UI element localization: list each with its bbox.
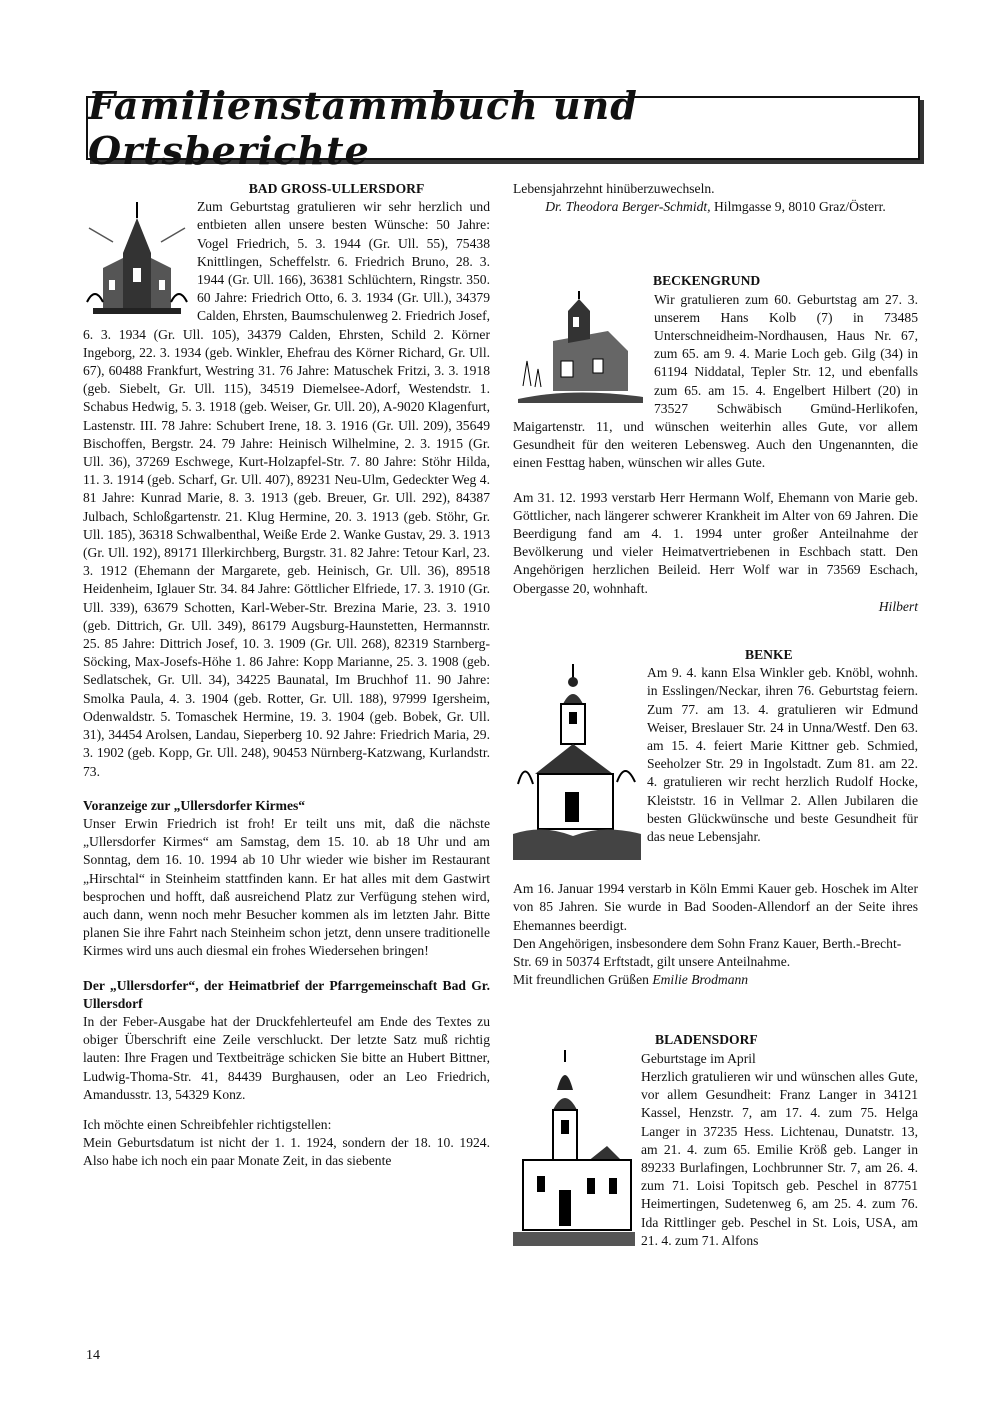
kirmes-heading: Voranzeige zur „Ullersdorfer Kirmes“ bbox=[83, 797, 306, 813]
bgu-heading: BAD GROSS-ULLERSDORF bbox=[248, 181, 425, 196]
bladensdorf-subheading: Geburtstage im April bbox=[641, 1050, 756, 1066]
church-illustration-gross-ullersdorf bbox=[83, 198, 191, 318]
right-column bbox=[513, 180, 918, 1262]
bladensdorf-text: Herzlich gratulieren wir und wünschen alles Gute, vor allem Gesundheit: Franz Langer in 34121 Kassel, Henzstr. 7, am 17. 4. zum 75. Helga Langer in 37235 Hess. Lichtenau, Dunatstr. 13, am 21. 4. zum 65. Emilie Kröß geb. Langer in 89233 Burlafingen, Lochbrunner Str. 7, am 26. 4. zum 71. Loisi Topitsch geb. Peschel in 87751 Heimertingen, Sudetenweg 6, am 25. 4. zum 76. Ida Rittlinger geb. Peschel in St. Lois, USA, am 21. 4. zum 71. Alfons bbox=[641, 1068, 918, 1248]
benke-closing-signature: Emilie Brodmann bbox=[652, 972, 749, 988]
signature-line-1 bbox=[513, 198, 918, 216]
beckengrund-heading: BECKENGRUND bbox=[653, 273, 761, 289]
beckengrund-text: Wir gratulieren zum 60. Geburtstag am 27. 3. unserem Hans Kolb (7) in 73485 Unterschneidheim-Nordhausen, Haus Nr. 67, zum 65. am 9. 4. Marie Loch geb. Gilg (34) in 61194 Niddatal, Tepler Str. 12, und ebenfalls zum 65. am 15. 4. Engelbert Hilbert (20) in 73527 Schwäbisch Gmünd-Herlikofen, Maigartenstr. 11, und wünschen weiterhin alles Gute, vor allem Gesundheit für den weiteren Lebensweg. Auch den Ungenannten, die einen Festtag haben, wünschen wir alles Gute. bbox=[513, 291, 918, 471]
benke-closing-greeting: Mit freundlichen Grüßen bbox=[513, 972, 649, 988]
benke-text3: Den Angehörigen, insbesondere dem Sohn Franz Kauer, Berth.-Brecht-Str. 69 in 50374 Erftstadt, gilt unsere Anteilnahme. bbox=[513, 935, 902, 970]
left-column bbox=[83, 180, 490, 1171]
beckengrund-text2: Am 31. 12. 1993 verstarb Herr Hermann Wolf, Ehemann von Marie geb. Göttlicher, nach längerer schwerer Krankheit im Alter von 69 Jahren. Die Beerdigung fand am 4. 1. 1994 unter großer Anteilnahme der Bevölkerung und vieler Heimatvertriebenen in Eschbach statt. Den Angehörigen herzlichen Beileid. Herr Wolf war in 73569 Eschach, Obergasse 20, wohnhaft. bbox=[513, 489, 918, 596]
church-illustration-bladensdorf bbox=[513, 1050, 635, 1260]
page-banner bbox=[86, 83, 920, 173]
signature-name-1: Dr. Theodora Berger-Schmidt, bbox=[545, 199, 711, 215]
benke-heading: BENKE bbox=[745, 647, 793, 663]
continued-text: Lebensjahrzehnt hinüberzuwechseln. bbox=[513, 181, 715, 196]
benke-text2: Am 16. Januar 1994 verstarb in Köln Emmi Kauer geb. Hoschek im Alter von 85 Jahren. Sie wurde in Bad Sooden-Allendorf an der Seite ihres Ehemannes beerdigt. bbox=[513, 881, 918, 933]
banner-title: Familienstammbuch und Ortsberichte bbox=[88, 83, 638, 173]
page-number: 14 bbox=[86, 1348, 100, 1363]
benke-closing bbox=[513, 971, 918, 989]
bgu-text: Zum Geburtstag gratulieren wir sehr herzlich und entbieten allen unsere besten Wünsche: 50 Jahre: Vogel Friedrich, 5. 3. 1944 (Gr. Ull. 55), 75438 Knittlingen, Scheffelstr. 6. Friedrich Bruno, 28. 3. 1944 (Gr. Ull. 166), 36381 Schlüchtern, Ringstr. 350. 60 Jahre: Friedrich Otto, 6. 3. 1934 (Gr. Ull.), 34379 Calden, Ehrsten, Baumschulenweg 2. Friedrich Josef, 6. 3. 1934 (Gr. Ull. 105), 34379 Calden, Ehrsten, Schild 2. Körner Ingeborg, 22. 3. 1934 (geb. Winkler, Ehefrau des Körner Richard, Gr. Ull. 67), 60488 Frankfurt, Westring 31. 76 Jahre: Matuschek Fritzi, 3. 3. 1918 (geb. Siebelt, Gr. Ull. 115), 34519 Diemelsee-Adorf, Westendstr. 1. Schabus Hedwig, 5. 3. 1918 (geb. Weiser, Gr. Ull. 20), A-9020 Klagenfurt, Lastenstr. III. 78 Jahre: Schubert Irene, 18. 3. 1916 (Gr. Ull. 209), 35649 Bischoffen, Bergstr. 24. 79 Jahre: Heinisch Wilhelmine, 2. 3. 1915 (Gr. Ull. 36), 37269 Eschwege, Kurt-Holzapfel-Str. 7. 80 Jahre: Stöhr Hilda, 11. 3. 1914 (geb. Scharf, Gr. Ull. 407), 89231 Neu-Ulm, Gedeckter Weg 4. 81 Jahre: Kunrad Marie, 8. 3. 1913 (geb. Breuer, Gr. Ull. 292), 84387 Julbach, Schloßgartenstr. 21. Klug Hermine, 20. 3. 1913 (geb. Stöhr, Gr. Ull. 185), 36318 Schwalbenthal, Weiße Erde 2. Wanke Gustav, 29. 3. 1913 (Gr. Ull. 192), 89171 Illerkirchberg, Burgstr. 31. 82 Jahre: Tetour Karl, 23. 3. 1912 (Ehemann der Margarete, geb. Heinisch, Gr. Ull. 36), 89518 Heidenheim, Iglauer Str. 34. 84 Jahre: Göttlicher Elfriede, 17. 3. 1910 (Gr. Ull. 339), 63679 Schotten, Karl-Weber-Str. Brezina Marie, 23. 3. 1910 (geb. Dittrich, Gr. Ull. 349), 86179 Augsburg-Haunstetten, Hermannstr. 25. 85 Jahre: Dittrich Josef, 10. 3. 1909 (Gr. Ull. 268), 82319 Starnberg-Söcking, Max-Josefs-Höhe 1. 86 Jahre: Kopp Marianne, 25. 3. 1908 (geb. Sedlatschek, Gr. Ull. 34), 34225 Baunatal, Im Bruchhof 11. 90 Jahre: Smolka Paula, 4. 3. 1904 (geb. Rotter, Gr. Ull. 188), 97999 Igersheim, Odenwaldstr. 5. Tomaschek Hermine, 19. 3. 1904 (geb. Bobek, Gr. Ull. 31), 34454 Arolsen, Landau, Sieperberg 10. 92 Jahre: Friedrich Maria, 29. 3. 1902 (geb. Kopp, Gr. Ull. 248), 90453 Nürnberg-Katzwang, Kurlandstr. 73. bbox=[83, 199, 490, 779]
kirmes-text: Unser Erwin Friedrich ist froh! Er teilt uns mit, daß die nächste „Ullersdorfer Kirmes“ am Samstag, dem 15. 10. ab 18 Uhr und am Sonntag, dem 16. 10. 1994 ab 10 Uhr wieder wie bisher im Restaurant „Hirschtal“ in Steinheim stattfinden kann. Er hat alles mit dem Gastwirt besprochen und hofft, daß ausreichend Platz zur Verfügung stehen wird, auch dann, wenn noch mehr Besucher kommen als im letzten Jahr. Bitte planen Sie ihre Fahrt nach Steinheim schon jetzt, denn unsere traditionelle Kirmes wird uns auch diesmal ein frohes Wiedersehen bringen! bbox=[83, 815, 490, 959]
heimatbrief-p3: Mein Geburtsdatum ist nicht der 1. 1. 1924, sondern der 18. 10. 1924. Also habe ich noch ein paar Monate Zeit, in das siebente bbox=[83, 1135, 490, 1169]
heimatbrief-heading: Der „Ullersdorfer“, der Heimatbrief der Pfarrgemeinschaft Bad Gr. Ullersdorf bbox=[83, 977, 490, 1011]
benke-text: Am 9. 4. kann Elsa Winkler geb. Knöbl, wohnh. in Esslingen/Neckar, ihren 76. Geburtstag feiern. Zum 77. am 13. 4. gratulieren wir Edmund Weiser, Breslauer Str. 24 in Unna/Westf. Den 63. am 15. 4. feiert Marie Kittner geb. Schmied, Seeholzer Str. 29 in Ingolstadt. Zum 81. am 22. 4. gratulieren wir recht herzlich Rudolf Hocke, Kleiststr. 16 in Vellmar 2. Allen Jubilaren die besten Glückwünsche und beste Gesundheit für das neue Lebensjahr. bbox=[647, 665, 918, 845]
signature-address-1: Hilmgasse 9, 8010 Graz/Österr. bbox=[713, 199, 886, 215]
chapel-illustration-benke bbox=[513, 664, 641, 860]
heimatbrief-text: In der Feber-Ausgabe hat der Druckfehlerteufel am Ende des Textes zu obiger Überschrift eine Zeile verschluckt. Der letzte Satz muß richtig lauten: Ihre Fragen und Textbeiträge schicken Sie bitte an Hubert Bittner, Ludwig-Thoma-Str. 41, 84439 Burghausen, oder an Leo Friedrich, Amandusstr. 13, 54329 Konz. bbox=[83, 1013, 490, 1102]
beckengrund-signature: Hilbert bbox=[878, 598, 918, 614]
bladensdorf-heading: BLADENSDORF bbox=[655, 1032, 758, 1048]
chapel-illustration-beckengrund bbox=[513, 291, 648, 406]
heimatbrief-p2: Ich möchte einen Schreibfehler richtigstellen: bbox=[83, 1116, 332, 1132]
